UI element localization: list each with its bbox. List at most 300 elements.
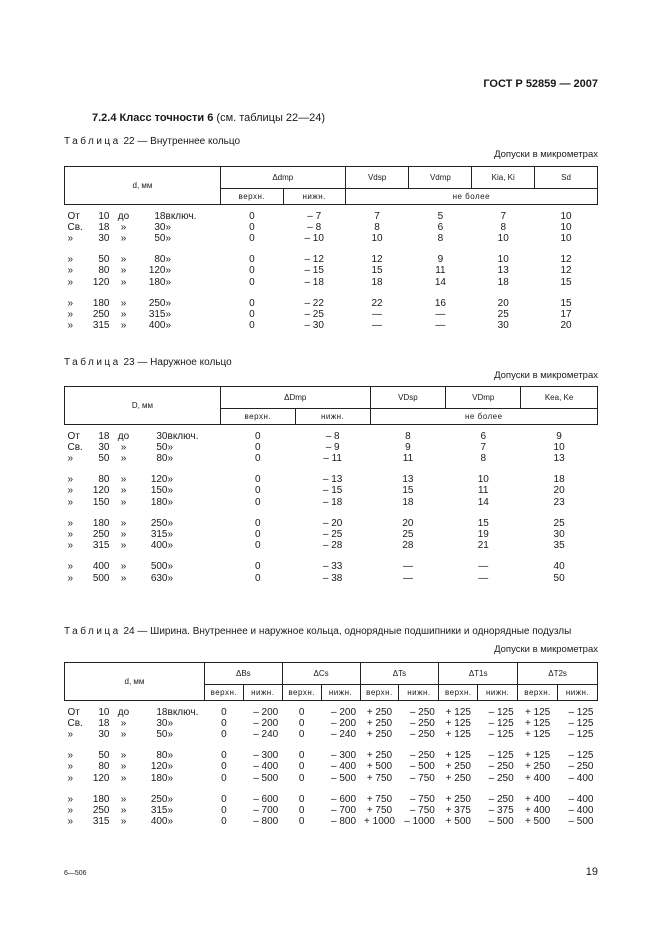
spacer-cell	[220, 508, 295, 518]
range-prefix: »	[67, 265, 74, 277]
range-cell	[65, 254, 221, 265]
value-cell: —	[478, 572, 489, 584]
value-cell: 0	[249, 297, 255, 309]
range-to: 150	[150, 485, 168, 497]
value-cell: – 7	[307, 210, 322, 222]
value-cell: – 200	[253, 717, 279, 729]
range-suffix: »	[165, 265, 172, 277]
value-cell: 10	[553, 441, 565, 453]
value-cell: – 12	[304, 254, 324, 266]
range-prefix: »	[67, 232, 74, 244]
range-to: 400	[150, 816, 168, 828]
value-cell: 28	[402, 540, 414, 552]
table23-caption	[64, 357, 232, 368]
table24-body	[65, 701, 598, 828]
value-cell: – 22	[304, 297, 324, 309]
value-cell: – 8	[325, 430, 340, 442]
value-cell: + 750	[366, 772, 393, 784]
col-header-d: D, мм	[65, 387, 221, 425]
value-cell: 0	[249, 265, 255, 277]
range-to: 250	[150, 793, 168, 805]
col-header-v2: VDmp	[446, 387, 521, 409]
value-cell: + 1000	[364, 816, 395, 828]
range-from: 120	[92, 772, 110, 784]
range-mid: »	[120, 572, 127, 584]
range-prefix: Св.	[67, 717, 83, 729]
range-suffix: »	[165, 221, 172, 233]
range-mid: »	[120, 804, 127, 816]
table-row	[65, 773, 598, 784]
range-to: 50	[156, 728, 168, 740]
value-cell: 8	[480, 452, 487, 464]
value-cell: – 15	[322, 485, 343, 497]
spacer-cell	[399, 784, 439, 794]
spacer-cell	[345, 288, 409, 298]
range-mid: »	[120, 474, 127, 486]
range-from: 10	[98, 706, 110, 718]
value-cell: 0	[249, 210, 255, 222]
value-cell: – 125	[488, 728, 514, 740]
range-from: 500	[92, 572, 110, 584]
col-header-t1s: ΔT1s	[439, 663, 518, 685]
spacer-cell	[521, 464, 598, 474]
range-to: 250	[150, 517, 168, 529]
spacer-cell	[204, 784, 243, 794]
range-cell	[65, 707, 205, 718]
table-row	[65, 453, 598, 464]
value-cell: 6	[480, 430, 487, 442]
value-cell: 15	[371, 265, 383, 277]
range-prefix: От	[67, 430, 80, 442]
page-number: 19	[585, 866, 598, 878]
range-to: 50	[156, 441, 168, 453]
value-cell: 14	[477, 496, 489, 508]
range-mid: »	[120, 276, 127, 288]
value-cell: – 240	[253, 728, 279, 740]
range-suffix: »	[165, 320, 172, 332]
value-cell: 10	[560, 221, 572, 233]
value-cell: 0	[255, 517, 261, 529]
range-cell	[65, 265, 221, 276]
table-row	[65, 529, 598, 540]
spacer-cell	[220, 288, 283, 298]
value-cell: + 400	[524, 772, 551, 784]
range-prefix: »	[67, 297, 74, 309]
value-cell: – 240	[330, 728, 357, 740]
range-to: 315	[150, 804, 168, 816]
range-from: 50	[98, 452, 110, 464]
value-cell: + 400	[524, 793, 551, 805]
spacer-cell	[409, 288, 472, 298]
subheader-lower: нижн.	[399, 685, 439, 701]
value-cell: 0	[255, 441, 261, 453]
value-cell: 35	[553, 540, 565, 552]
spacer-cell	[446, 508, 521, 518]
value-cell: —	[478, 561, 489, 573]
subheader-lower: нижн.	[558, 685, 598, 701]
spacer-cell	[472, 288, 535, 298]
value-cell: 9	[437, 254, 444, 266]
value-cell: 11	[402, 452, 414, 464]
range-from: 315	[92, 816, 110, 828]
value-cell: 15	[402, 485, 414, 497]
footer-print-mark: 6—506	[64, 870, 87, 877]
range-mid: »	[120, 540, 127, 552]
table-22	[64, 166, 598, 331]
range-mid: »	[120, 452, 127, 464]
range-prefix: »	[67, 254, 74, 266]
value-cell: – 200	[330, 706, 357, 718]
spacer-cell	[243, 784, 282, 794]
value-cell: 6	[437, 221, 444, 233]
value-cell: 21	[477, 540, 489, 552]
value-cell: – 250	[409, 706, 435, 718]
section-ref: (см. таблицы 22—24)	[213, 112, 326, 124]
range-suffix: включ.	[165, 210, 197, 222]
value-cell: 0	[255, 474, 261, 486]
range-from: 180	[92, 793, 110, 805]
value-cell: 0	[298, 804, 305, 816]
value-cell: 13	[497, 265, 509, 277]
value-cell: 0	[249, 254, 255, 266]
value-cell: – 25	[304, 308, 324, 320]
range-from: 10	[98, 210, 110, 222]
col-header-t2s: ΔT2s	[518, 663, 598, 685]
value-cell: + 125	[445, 706, 471, 718]
value-cell: – 125	[488, 717, 514, 729]
spacer-cell	[478, 740, 518, 750]
range-from: 250	[92, 804, 110, 816]
value-cell: 12	[560, 254, 572, 266]
value-cell: – 250	[409, 750, 435, 762]
value-cell: – 250	[488, 772, 514, 784]
value-cell: + 125	[445, 728, 471, 740]
value-cell: 40	[553, 561, 565, 573]
range-to: 500	[150, 561, 168, 573]
subheader-nobig: не более	[345, 189, 597, 205]
range-cell	[65, 540, 221, 551]
table-row	[65, 233, 598, 244]
range-cell	[65, 211, 221, 222]
range-cell	[65, 718, 205, 729]
table-row	[65, 573, 598, 584]
range-suffix: »	[167, 540, 174, 552]
spacer-cell	[439, 740, 478, 750]
spacer-cell	[370, 508, 446, 518]
subheader-upper: верхн.	[360, 685, 399, 701]
range-mid: »	[120, 485, 127, 497]
value-cell: – 800	[330, 816, 357, 828]
value-cell: 0	[221, 728, 227, 740]
section-number-title: 7.2.4 Класс точности 6	[92, 112, 214, 124]
value-cell: – 500	[568, 816, 594, 828]
value-cell: 25	[553, 517, 565, 529]
value-cell: 23	[553, 496, 565, 508]
table-row	[65, 298, 598, 309]
spacer-cell	[518, 784, 558, 794]
group-gap	[65, 784, 598, 794]
spacer-cell	[283, 244, 345, 254]
range-cell	[65, 773, 205, 784]
table-row	[65, 211, 598, 222]
range-suffix: »	[167, 717, 174, 729]
value-cell: – 300	[253, 750, 279, 762]
value-cell: – 20	[322, 517, 343, 529]
range-suffix: »	[165, 254, 172, 266]
range-prefix: »	[67, 452, 74, 464]
range-prefix: »	[67, 772, 74, 784]
range-cell	[65, 222, 221, 233]
value-cell: + 250	[445, 793, 471, 805]
value-cell: + 250	[366, 750, 393, 762]
range-from: 18	[98, 221, 110, 233]
subheader-lower: нижн.	[283, 189, 345, 205]
value-cell: 0	[221, 816, 227, 828]
value-cell: 19	[477, 528, 489, 540]
value-cell: 0	[221, 793, 227, 805]
value-cell: 0	[298, 761, 305, 773]
value-cell: 16	[434, 297, 446, 309]
value-cell: 18	[553, 474, 565, 486]
range-prefix: »	[67, 572, 74, 584]
table24-units: Допуски в микрометрах	[494, 644, 598, 655]
spacer-cell	[409, 244, 472, 254]
value-cell: – 750	[409, 793, 435, 805]
range-to: 180	[150, 496, 168, 508]
value-cell: – 125	[568, 706, 594, 718]
range-cell	[65, 233, 221, 244]
range-mid: »	[120, 750, 127, 762]
range-from: 80	[98, 761, 110, 773]
range-prefix: »	[67, 496, 74, 508]
range-suffix: включ.	[167, 706, 199, 718]
table-row	[65, 277, 598, 288]
range-from: 30	[98, 728, 110, 740]
value-cell: + 250	[445, 761, 471, 773]
range-from: 150	[92, 496, 110, 508]
range-suffix: »	[167, 485, 174, 497]
spacer-cell	[478, 784, 518, 794]
value-cell: – 38	[322, 572, 343, 584]
range-cell	[65, 750, 205, 761]
col-header-bs: ΔBs	[204, 663, 282, 685]
value-cell: 11	[478, 485, 489, 497]
value-cell: 0	[255, 452, 261, 464]
value-cell: + 750	[366, 804, 393, 816]
subheader-lower: нижн.	[478, 685, 518, 701]
value-cell: —	[435, 320, 446, 332]
value-cell: 0	[255, 528, 261, 540]
range-prefix: »	[67, 793, 74, 805]
range-from: 18	[98, 430, 110, 442]
table-row	[65, 485, 598, 496]
spacer-cell	[399, 740, 439, 750]
value-cell: —	[372, 308, 383, 320]
value-cell: 15	[560, 276, 572, 288]
range-cell	[65, 761, 205, 772]
range-suffix: »	[167, 561, 174, 573]
spacer-cell	[558, 740, 598, 750]
table-row	[65, 442, 598, 453]
range-suffix: »	[167, 496, 174, 508]
value-cell: 22	[371, 297, 383, 309]
value-cell: – 10	[304, 232, 324, 244]
subheader-nobig: не более	[370, 409, 597, 425]
value-cell: 7	[500, 210, 506, 222]
value-cell: – 30	[304, 320, 324, 332]
spacer-cell	[204, 740, 243, 750]
table-row	[65, 254, 598, 265]
range-cell	[65, 474, 221, 485]
range-suffix: »	[165, 308, 172, 320]
spacer-cell	[283, 288, 345, 298]
value-cell: + 500	[445, 816, 471, 828]
range-to: 120	[150, 474, 168, 486]
value-cell: 20	[553, 485, 565, 497]
value-cell: – 200	[330, 717, 357, 729]
value-cell: 9	[556, 430, 562, 442]
value-cell: + 375	[445, 804, 471, 816]
range-mid: »	[120, 232, 127, 244]
range-cell	[65, 573, 221, 584]
range-from: 250	[92, 528, 110, 540]
value-cell: – 250	[568, 761, 594, 773]
table-row	[65, 222, 598, 233]
value-cell: 0	[221, 804, 227, 816]
range-to: 80	[156, 750, 168, 762]
range-prefix: »	[67, 276, 74, 288]
range-to: 30	[156, 430, 168, 442]
value-cell: 10	[477, 474, 489, 486]
value-cell: 30	[497, 320, 509, 332]
value-cell: – 250	[488, 761, 514, 773]
value-cell: + 500	[524, 816, 551, 828]
range-prefix: »	[67, 804, 74, 816]
value-cell: – 400	[330, 761, 357, 773]
spacer-cell	[439, 784, 478, 794]
spacer-cell	[518, 740, 558, 750]
value-cell: 30	[553, 528, 565, 540]
value-cell: – 500	[409, 761, 435, 773]
value-cell: 10	[497, 254, 509, 266]
caption-word: Таблица	[64, 626, 121, 637]
value-cell: 15	[560, 297, 572, 309]
value-cell: 13	[402, 474, 414, 486]
value-cell: – 400	[568, 772, 594, 784]
range-suffix: »	[167, 793, 174, 805]
range-mid: »	[120, 717, 127, 729]
range-to: 315	[150, 528, 168, 540]
value-cell: 10	[497, 232, 509, 244]
spacer-cell	[243, 740, 282, 750]
range-prefix: »	[67, 750, 74, 762]
range-mid: до	[117, 706, 130, 718]
table-row	[65, 794, 598, 805]
value-cell: 0	[249, 276, 255, 288]
value-cell: + 250	[445, 772, 471, 784]
range-mid: до	[117, 210, 130, 222]
range-mid: »	[120, 254, 127, 266]
value-cell: 0	[298, 728, 305, 740]
value-cell: 0	[298, 816, 305, 828]
value-cell: 0	[255, 430, 261, 442]
value-cell: —	[372, 320, 383, 332]
subheader-upper: верхн.	[204, 685, 243, 701]
value-cell: – 125	[488, 750, 514, 762]
group-gap	[65, 551, 598, 561]
range-suffix: »	[167, 517, 174, 529]
spacer-cell	[65, 508, 221, 518]
value-cell: – 125	[568, 728, 594, 740]
value-cell: + 125	[524, 706, 551, 718]
range-suffix: »	[167, 816, 174, 828]
table22-units: Допуски в микрометрах	[494, 149, 598, 160]
value-cell: 14	[434, 276, 446, 288]
range-cell	[65, 442, 221, 453]
range-mid: »	[120, 761, 127, 773]
range-cell	[65, 794, 205, 805]
range-cell	[65, 816, 205, 827]
value-cell: 0	[255, 496, 261, 508]
spacer-cell	[295, 508, 370, 518]
value-cell: 7	[480, 441, 487, 453]
value-cell: – 8	[307, 221, 322, 233]
value-cell: 10	[560, 232, 572, 244]
range-to: 30	[156, 717, 168, 729]
value-cell: – 750	[409, 804, 435, 816]
range-from: 315	[92, 540, 110, 552]
spacer-cell	[521, 551, 598, 561]
spacer-cell	[220, 464, 295, 474]
range-mid: »	[120, 728, 127, 740]
value-cell: – 125	[568, 750, 594, 762]
value-cell: – 400	[568, 804, 594, 816]
value-cell: 12	[560, 265, 572, 277]
col-header-v1: Vdsp	[345, 167, 409, 189]
range-suffix: »	[167, 804, 174, 816]
caption-text: 24 — Ширина. Внутреннее и наружное кольца, однорядные подшипники и однорядные подузлы	[120, 626, 572, 637]
range-suffix: »	[167, 452, 174, 464]
range-mid: »	[120, 816, 127, 828]
value-cell: —	[402, 572, 413, 584]
value-cell: 8	[374, 221, 380, 233]
value-cell: + 750	[366, 793, 393, 805]
value-cell: 0	[255, 485, 261, 497]
subheader-upper: верхн.	[439, 685, 478, 701]
value-cell: – 600	[330, 793, 357, 805]
spacer-cell	[521, 508, 598, 518]
group-gap	[65, 464, 598, 474]
range-mid: »	[120, 528, 127, 540]
subheader-lower: нижн.	[321, 685, 360, 701]
value-cell: 20	[560, 320, 572, 332]
value-cell: 0	[221, 772, 227, 784]
range-cell	[65, 431, 221, 442]
subheader-lower: нижн.	[243, 685, 282, 701]
table-23	[64, 386, 598, 584]
col-header-delta: Δdmp	[220, 167, 345, 189]
range-cell	[65, 298, 221, 309]
section-heading	[92, 112, 325, 124]
range-from: 50	[98, 750, 110, 762]
value-cell: 0	[249, 221, 255, 233]
spacer-cell	[65, 464, 221, 474]
range-mid: »	[120, 441, 127, 453]
spacer-cell	[446, 464, 521, 474]
subheader-upper: верхн.	[220, 409, 295, 425]
value-cell: – 500	[488, 816, 514, 828]
col-header-cs: ΔCs	[282, 663, 360, 685]
